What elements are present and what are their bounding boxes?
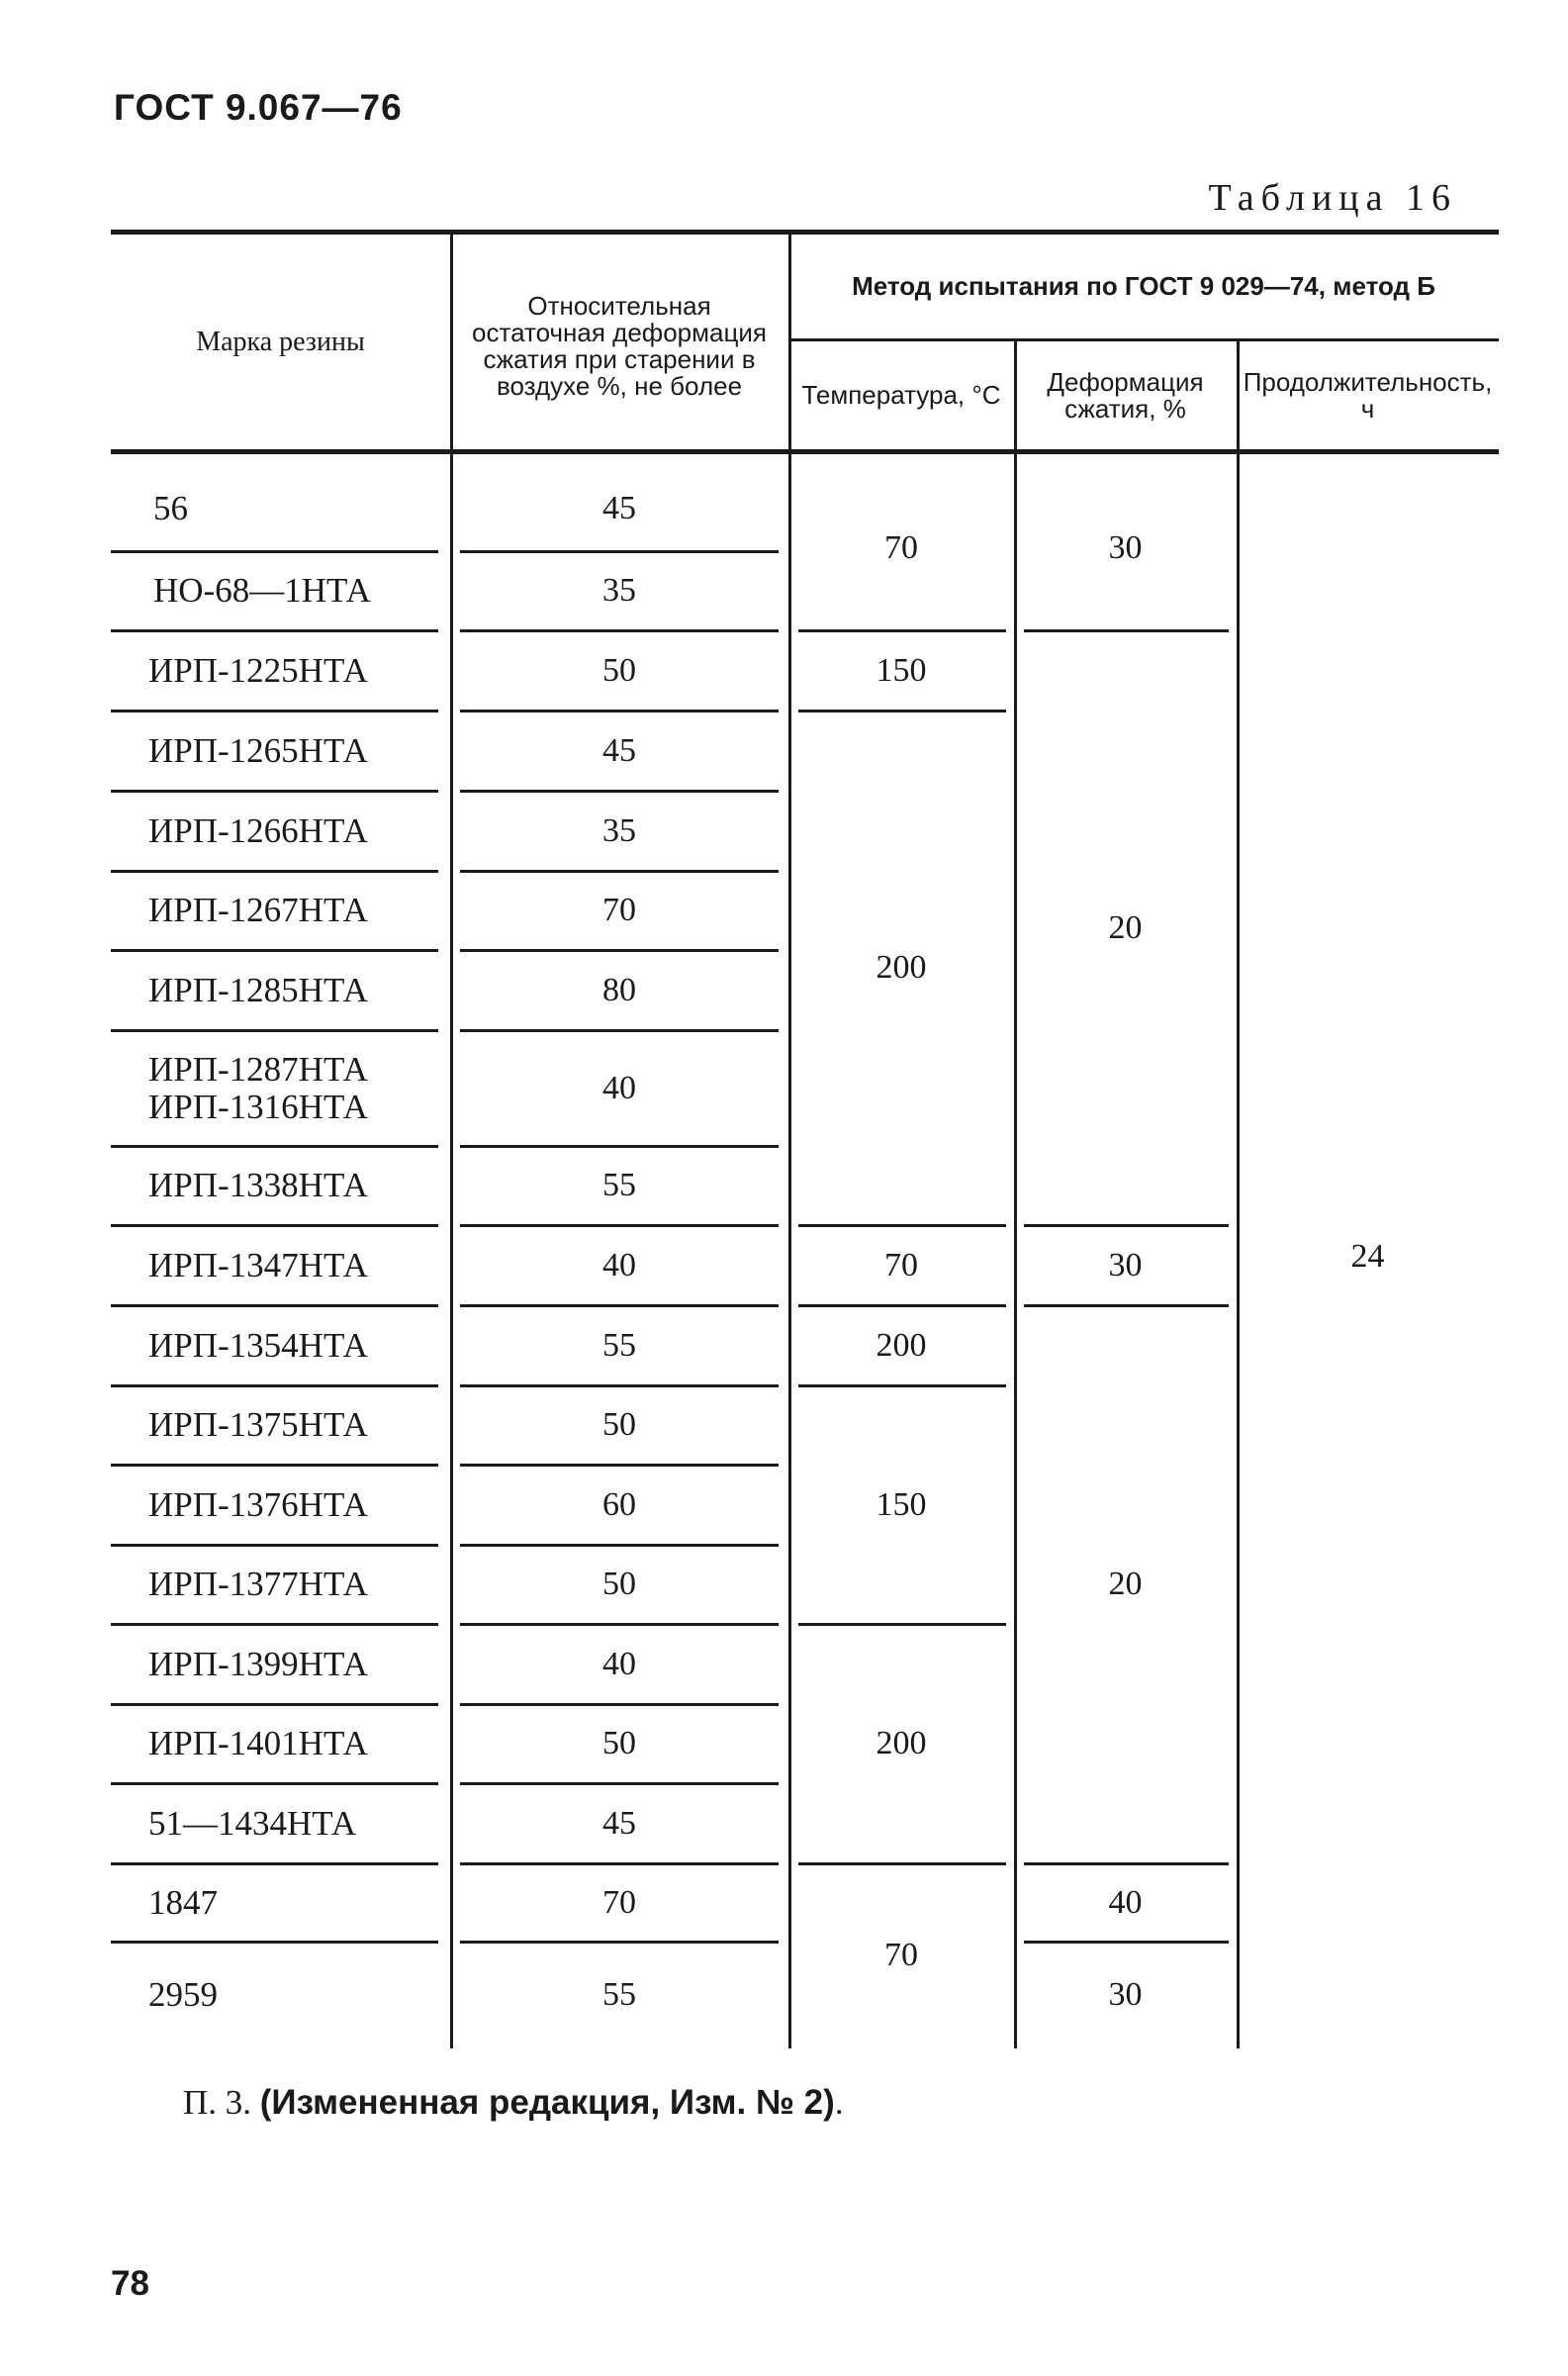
temperature-cell: 150 <box>876 1485 927 1523</box>
duration-cell: 24 <box>1350 1237 1385 1275</box>
table-row-brand: НО-68—1НТА <box>153 571 371 610</box>
table-row-brand: 51—1434НТА <box>148 1803 357 1843</box>
table-row-value: 55 <box>602 1975 636 2013</box>
table-row-brand: ИРП-1225НТА <box>148 650 368 690</box>
compression-cell: 20 <box>1108 1566 1143 1602</box>
table-row-brand: ИРП-1266НТА <box>148 810 368 850</box>
header-vline <box>450 234 453 449</box>
table-row-brand: 1847 <box>148 1882 218 1922</box>
temperature-cell: 200 <box>876 949 927 986</box>
table-row-value: 55 <box>602 1167 636 1203</box>
table-row-brand: ИРП-1347НТА <box>148 1245 368 1284</box>
table-row-value: 50 <box>602 1725 636 1761</box>
table-row-value: 50 <box>602 1566 636 1602</box>
table-row-brand: ИРП-1354НТА <box>148 1325 368 1365</box>
header-deformation: Относительная остаточная деформация сжатия при старении в воздухе %, не более <box>472 291 767 401</box>
table-row-brand: ИРП-1401НТА <box>148 1724 368 1762</box>
table-row-value: 70 <box>602 892 636 928</box>
table-row-value: 35 <box>602 811 636 849</box>
footnote-amendment: (Измененная редакция, Изм. № 2) <box>259 2083 835 2122</box>
temperature-cell: 70 <box>884 528 918 566</box>
compression-cell: 30 <box>1108 1975 1143 2013</box>
table-row-value: 55 <box>602 1326 636 1364</box>
temperature-cell: 200 <box>876 1725 927 1761</box>
table-row-brand: 2959 <box>148 1974 218 2014</box>
table-row-brand: ИРП-1377НТА <box>148 1565 368 1603</box>
table-row-value: 45 <box>602 731 636 769</box>
table-row-brand: ИРП-1287НТА ИРП-1316НТА <box>148 1049 368 1126</box>
compression-cell: 30 <box>1108 1246 1143 1283</box>
footnote-prefix: П. 3. <box>183 2083 252 2122</box>
header-temperature: Температура, °С <box>801 380 1001 410</box>
table-row-brand: ИРП-1265НТА <box>148 730 368 770</box>
header-brand: Марка резины <box>196 326 365 357</box>
table-row-value: 45 <box>602 489 636 526</box>
footnote <box>183 2083 844 2123</box>
table-row-value: 40 <box>602 1069 636 1106</box>
table-row-brand: ИРП-1375НТА <box>148 1405 368 1444</box>
table-row-value: 60 <box>602 1485 636 1523</box>
table-row-value: 40 <box>602 1246 636 1283</box>
table-row-value: 50 <box>602 651 636 689</box>
table-row-value: 80 <box>602 971 636 1008</box>
table-row-brand: ИРП-1338НТА <box>148 1166 368 1204</box>
table-row-brand: ИРП-1399НТА <box>148 1644 368 1683</box>
temperature-cell: 70 <box>884 1246 918 1283</box>
header-compression: Деформация сжатия, % <box>1047 366 1204 424</box>
table-row-brand: ИРП-1376НТА <box>148 1484 368 1524</box>
temperature-cell: 70 <box>884 1937 918 1973</box>
document-code: ГОСТ 9.067—76 <box>114 87 403 128</box>
table-row-brand: 56 <box>153 488 188 527</box>
compression-cell: 30 <box>1108 528 1143 566</box>
compression-cell: 20 <box>1108 908 1143 946</box>
header-duration: Продолжительность, ч <box>1243 366 1493 424</box>
table-row-value: 35 <box>602 572 636 609</box>
table-caption: Таблица 16 <box>1208 177 1457 219</box>
table-row-value: 50 <box>602 1406 636 1443</box>
header-vline <box>1237 341 1240 449</box>
temperature-cell: 150 <box>876 651 927 689</box>
compression-cell: 40 <box>1108 1883 1143 1921</box>
table-row-value: 70 <box>602 1883 636 1921</box>
table-row-value: 40 <box>602 1645 636 1682</box>
table-row-brand: ИРП-1267НТА <box>148 891 368 929</box>
footnote-suffix: . <box>834 2083 844 2122</box>
table-row-brand: ИРП-1285НТА <box>148 970 368 1009</box>
page-number: 78 <box>111 2264 149 2303</box>
header-bottom-rule <box>111 449 1499 454</box>
table-row-value: 45 <box>602 1804 636 1842</box>
header-method: Метод испытания по ГОСТ 9 029—74, метод Б <box>852 270 1435 301</box>
temperature-cell: 200 <box>876 1326 927 1364</box>
